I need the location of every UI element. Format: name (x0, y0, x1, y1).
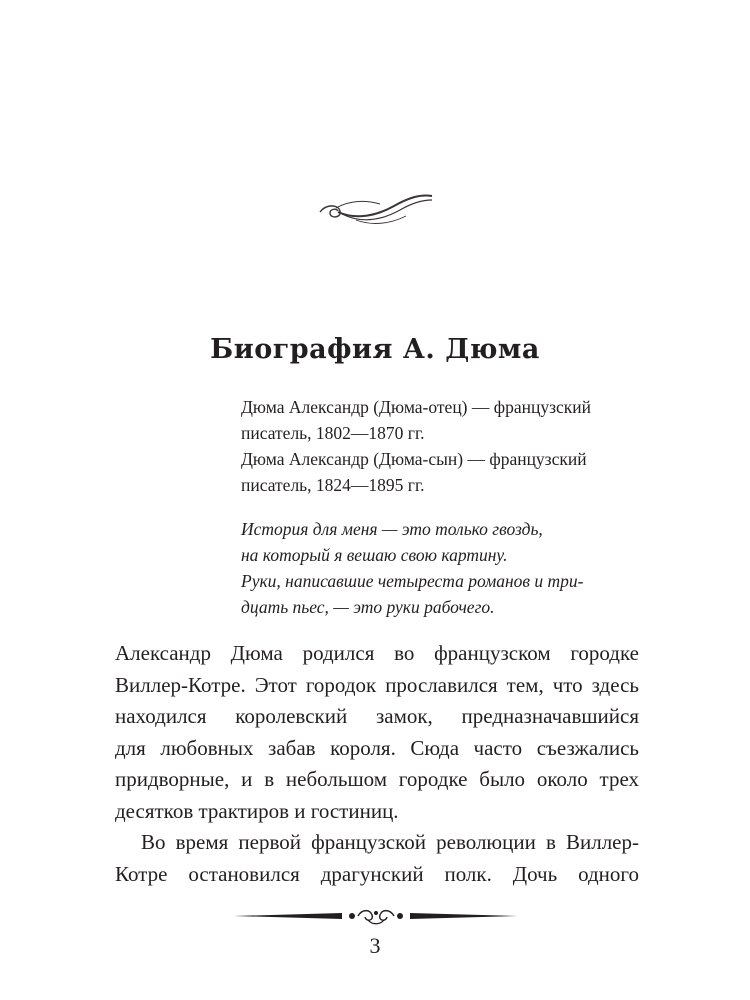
bottom-divider-ornament (232, 905, 520, 927)
epigraph-line: Руки, написавшие четыреста романов и три- (241, 571, 584, 591)
top-flourish-ornament (316, 186, 436, 230)
epigraph-line: История для меня — это только гвоздь, (241, 519, 543, 539)
epigraph-line: на который я вешаю свою картину. (241, 545, 508, 565)
author-info-block (241, 394, 641, 498)
body-line: находился королевский замок, предназначавшийся (115, 704, 639, 728)
body-line: для любовных забав короля. Сюда часто съезжались (115, 735, 639, 760)
body-line: Александр Дюма родился во французском городке (115, 641, 639, 665)
info-line: Дюма Александр (Дюма-сын) — французский (241, 449, 587, 469)
body-line: Котре остановился драгунский полк. Дочь одного (115, 861, 639, 886)
epigraph-line: дцать пьес, — это руки рабочего. (241, 597, 495, 617)
info-line: писатель, 1802—1870 гг. (241, 423, 425, 443)
body-line: Виллер-Котре. Этот городок прославился тем, что здесь (115, 672, 639, 697)
page-number: 3 (369, 933, 381, 958)
info-line: Дюма Александр (Дюма-отец) — французский (241, 397, 592, 417)
body-paragraphs (115, 638, 639, 890)
epigraph-quote (241, 516, 641, 620)
info-line: писатель, 1824—1895 гг. (241, 475, 425, 495)
body-line: Во время первой французской революции в Виллер- (141, 830, 639, 854)
body-line: десятков трактиров и гостиниц. (115, 798, 399, 823)
page-title: Биография А. Дюма (210, 334, 540, 365)
body-line: придворные, и в небольшом городке было около трех (115, 767, 639, 791)
